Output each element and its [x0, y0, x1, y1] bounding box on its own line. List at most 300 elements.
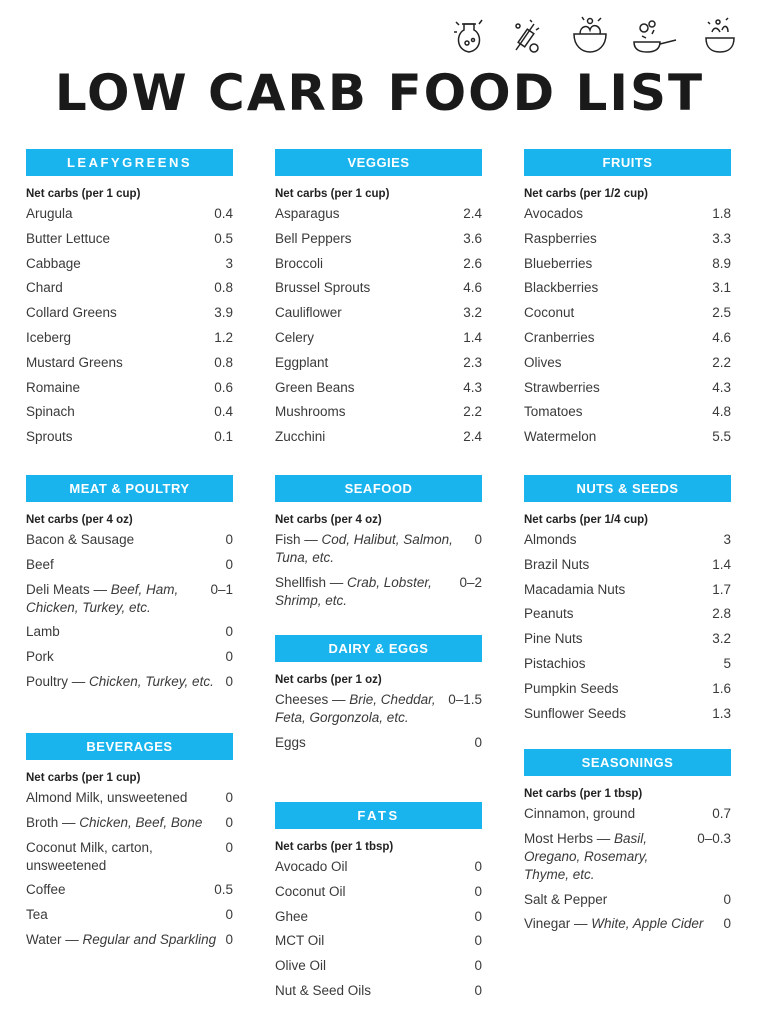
food-name-text: Brazil Nuts	[524, 556, 590, 572]
list-item	[275, 883, 482, 901]
food-name-text: Cinnamon, ground	[524, 806, 636, 821]
list-item	[26, 379, 233, 397]
food-name-text: Almond Milk, unsweetened	[26, 790, 188, 805]
list-item	[26, 531, 233, 549]
net-carbs-value: 0	[225, 814, 233, 830]
net-carbs-value: 0	[474, 908, 482, 924]
net-carbs-value: 0.4	[214, 404, 233, 420]
list-item	[275, 379, 482, 397]
net-carbs-value: 3	[723, 532, 731, 547]
food-name-text: Chard	[26, 280, 63, 296]
food-name	[524, 403, 712, 421]
net-carbs-value: 0	[225, 532, 233, 547]
net-carbs-value: 8.9	[712, 255, 731, 271]
food-name-text: Mustard Greens	[26, 354, 123, 370]
list-item	[275, 255, 482, 273]
net-carbs-value: 0	[225, 649, 233, 665]
food-name	[524, 805, 712, 823]
food-name	[26, 255, 225, 273]
list-item	[275, 279, 482, 297]
food-name-text: Arugula	[26, 206, 73, 221]
food-name	[524, 556, 712, 574]
food-name-text: Poultry —	[26, 673, 90, 689]
net-carbs-value: 0–2	[459, 574, 482, 590]
list-item	[524, 915, 731, 933]
food-name-text: Strawberries	[524, 379, 600, 395]
net-carbs-value: 5.5	[712, 429, 731, 445]
food-name-text: Celery	[275, 329, 315, 345]
food-detail: Basil, Oregano, Rosemary, Thyme, etc.	[524, 830, 649, 882]
food-name-text: Olive Oil	[275, 958, 327, 974]
food-name-text: Coconut Milk, carton, unsweetened	[26, 839, 153, 873]
list-item	[26, 581, 233, 617]
net-carbs-value: 1.2	[214, 329, 233, 345]
food-name	[524, 705, 712, 723]
food-name-text: Lamb	[26, 624, 60, 640]
net-carbs-value: 0	[723, 891, 731, 907]
net-carbs-value: 2.5	[712, 305, 731, 321]
net-carbs-value: 0	[474, 982, 482, 998]
net-carbs-value: 1.6	[712, 680, 731, 696]
food-name-text: Blueberries	[524, 255, 593, 271]
food-name-text: Macadamia Nuts	[524, 581, 626, 597]
net-carbs-value: 1.4	[463, 329, 482, 345]
food-detail: Chicken, Beef, Bone	[79, 814, 203, 830]
food-name	[275, 428, 463, 446]
list-item	[524, 304, 731, 322]
food-name-text: Iceberg	[26, 329, 72, 345]
net-carbs-value: 3.6	[463, 230, 482, 246]
net-carbs-value: 1.4	[712, 556, 731, 572]
food-name-text: Zucchini	[275, 429, 326, 445]
food-name-text: Watermelon	[524, 429, 597, 445]
food-name-text: Green Beans	[275, 379, 355, 395]
net-carbs-value: 2.8	[712, 606, 731, 622]
frying-pan-icon	[630, 16, 680, 56]
food-name-text: Pumpkin Seeds	[524, 680, 619, 696]
food-name-text: Bell Peppers	[275, 230, 352, 246]
section-heading: DAIRY & EGGS	[275, 635, 482, 662]
food-name	[275, 379, 463, 397]
food-name	[524, 655, 723, 673]
section-leafy-greens	[26, 149, 233, 453]
net-carbs-value: 0	[474, 933, 482, 949]
food-name	[524, 304, 712, 322]
food-name	[275, 255, 463, 273]
section-subheading: Net carbs (per 4 oz)	[275, 514, 382, 526]
section-heading: SEAFOOD	[275, 475, 482, 502]
net-carbs-value: 0	[225, 624, 233, 640]
food-name-text: Cabbage	[26, 255, 81, 271]
food-name-text: Collard Greens	[26, 305, 117, 321]
food-name	[26, 581, 210, 617]
list-item	[524, 680, 731, 698]
food-name	[275, 858, 474, 876]
list-item	[524, 891, 731, 909]
food-name	[26, 556, 225, 574]
food-name	[26, 839, 225, 875]
list-item	[26, 881, 233, 899]
food-name-text: Bacon & Sausage	[26, 532, 135, 547]
food-name	[275, 230, 463, 248]
food-name-text: Coconut Oil	[275, 883, 346, 899]
net-carbs-value: 0	[474, 532, 482, 547]
list-item	[524, 531, 731, 549]
net-carbs-value: 0	[474, 958, 482, 974]
food-detail: Crab, Lobster, Shrimp, etc.	[275, 574, 432, 608]
food-name-text: Eggs	[275, 734, 306, 750]
food-name	[524, 255, 712, 273]
food-name	[26, 531, 225, 549]
food-name	[26, 648, 225, 666]
list-item	[26, 623, 233, 641]
food-name-text: Spinach	[26, 404, 75, 420]
food-name	[275, 354, 463, 372]
food-name	[26, 230, 214, 248]
food-name-text: Deli Meats —	[26, 581, 111, 597]
net-carbs-value: 0–1.5	[448, 692, 482, 707]
food-name	[524, 605, 712, 623]
section-subheading: Net carbs (per 1/4 cup)	[524, 514, 648, 526]
section-heading: VEGGIES	[275, 149, 482, 176]
net-carbs-value: 4.3	[463, 379, 482, 395]
section-subheading: Net carbs (per 1 cup)	[275, 188, 390, 200]
food-name	[26, 403, 214, 421]
list-item	[26, 230, 233, 248]
list-item	[275, 908, 482, 926]
net-carbs-value: 2.3	[463, 354, 482, 370]
list-item	[275, 574, 482, 610]
net-carbs-value: 1.3	[712, 705, 731, 721]
food-name	[524, 891, 723, 909]
net-carbs-value: 0	[225, 907, 233, 923]
net-carbs-value: 0	[225, 673, 233, 689]
food-name	[275, 205, 463, 223]
list-item	[524, 655, 731, 673]
food-detail: Brie, Cheddar, Feta, Gorgonzola, etc.	[275, 692, 436, 725]
food-name	[26, 354, 214, 372]
net-carbs-value: 2.2	[463, 404, 482, 420]
food-name-text: Broth —	[26, 814, 80, 830]
food-name	[26, 673, 225, 691]
list-item	[275, 428, 482, 446]
food-name	[524, 581, 712, 599]
list-item	[524, 428, 731, 446]
list-item	[26, 255, 233, 273]
net-carbs-value: 1.7	[712, 581, 731, 597]
net-carbs-value: 3.2	[463, 305, 482, 321]
food-name	[26, 623, 225, 641]
food-name-text: Sunflower Seeds	[524, 705, 627, 721]
net-carbs-value: 0	[225, 790, 233, 805]
food-name-text: Cauliflower	[275, 305, 342, 321]
food-name	[275, 691, 448, 727]
list-item	[524, 630, 731, 648]
list-item	[524, 255, 731, 273]
food-name	[524, 680, 712, 698]
list-item	[275, 932, 482, 950]
list-item	[275, 982, 482, 1000]
food-name-text: Water —	[26, 931, 83, 947]
net-carbs-value: 0	[225, 556, 233, 572]
list-item	[524, 379, 731, 397]
net-carbs-value: 2.4	[463, 206, 482, 221]
food-name-text: Vinegar —	[524, 916, 592, 932]
food-name-text: Peanuts	[524, 606, 574, 622]
list-item	[26, 428, 233, 446]
net-carbs-value: 4.6	[463, 280, 482, 296]
food-name	[275, 279, 463, 297]
list-item	[275, 205, 482, 223]
food-name-text: Cheeses —	[275, 692, 350, 707]
food-name-text: Fish —	[275, 532, 322, 547]
section-heading: MEAT & POULTRY	[26, 475, 233, 502]
net-carbs-value: 0–0.3	[697, 830, 731, 846]
food-detail: Beef, Ham, Chicken, Turkey, etc.	[26, 581, 179, 615]
list-item	[524, 805, 731, 823]
food-name-text: Raspberries	[524, 230, 597, 246]
section-heading: NUTS & SEEDS	[524, 475, 731, 502]
food-name	[275, 574, 459, 610]
list-item	[275, 957, 482, 975]
list-item	[275, 734, 482, 752]
list-item	[26, 931, 233, 949]
section-subheading: Net carbs (per 1 cup)	[26, 772, 141, 784]
net-carbs-value: 5	[723, 655, 731, 671]
list-item	[26, 906, 233, 924]
food-name-text: Nut & Seed Oils	[275, 982, 372, 998]
section-subheading: Net carbs (per 1 tbsp)	[524, 788, 643, 800]
food-name	[26, 329, 214, 347]
food-name	[275, 329, 463, 347]
list-item	[26, 304, 233, 322]
food-name-text: Avocado Oil	[275, 859, 348, 874]
list-item	[26, 403, 233, 421]
header-icons	[448, 16, 738, 60]
section-seafood	[275, 475, 482, 617]
list-item	[524, 354, 731, 372]
food-name-text: Beef	[26, 556, 54, 572]
net-carbs-value: 0	[225, 931, 233, 947]
list-item	[275, 329, 482, 347]
net-carbs-value: 1.8	[712, 206, 731, 221]
section-subheading: Net carbs (per 1 tbsp)	[275, 841, 394, 853]
net-carbs-value: 0.8	[214, 354, 233, 370]
net-carbs-value: 3.3	[712, 230, 731, 246]
food-name	[26, 428, 214, 446]
food-name-text: MCT Oil	[275, 933, 325, 949]
food-name	[275, 734, 474, 752]
food-name-text: Cranberries	[524, 329, 595, 345]
food-name-text: Ghee	[275, 908, 309, 924]
list-item	[26, 648, 233, 666]
list-item	[26, 673, 233, 691]
food-name-text: Tea	[26, 907, 48, 923]
net-carbs-value: 0.6	[214, 379, 233, 395]
net-carbs-value: 4.6	[712, 329, 731, 345]
list-item	[26, 354, 233, 372]
section-beverages	[26, 733, 233, 956]
food-name	[275, 403, 463, 421]
net-carbs-value: 3.1	[712, 280, 731, 296]
net-carbs-value: 0	[474, 859, 482, 874]
net-carbs-value: 3.2	[712, 631, 731, 647]
list-item	[26, 789, 233, 807]
food-name	[26, 304, 214, 322]
list-item	[26, 556, 233, 574]
food-detail: Cod, Halibut, Salmon, Tuna, etc.	[275, 532, 453, 565]
food-name-text: Mushrooms	[275, 404, 346, 420]
food-name	[275, 957, 474, 975]
food-name-text: Eggplant	[275, 354, 329, 370]
list-item	[26, 329, 233, 347]
section-subheading: Net carbs (per 1 cup)	[26, 188, 141, 200]
list-item	[524, 329, 731, 347]
net-carbs-value: 0.5	[214, 230, 233, 246]
list-item	[275, 304, 482, 322]
section-nuts-seeds	[524, 475, 731, 729]
list-item	[26, 279, 233, 297]
section-heading: SEASONINGS	[524, 749, 731, 776]
bowl-icon	[702, 16, 738, 56]
net-carbs-value: 0.4	[214, 206, 233, 221]
food-name-text: Almonds	[524, 532, 577, 547]
food-name	[26, 931, 225, 949]
list-item	[275, 531, 482, 567]
list-item	[524, 705, 731, 723]
food-name-text: Brussel Sprouts	[275, 280, 371, 296]
food-name	[275, 304, 463, 322]
net-carbs-value: 0.5	[214, 882, 233, 898]
list-item	[524, 403, 731, 421]
list-item	[26, 839, 233, 875]
list-item	[275, 354, 482, 372]
food-name	[275, 883, 474, 901]
section-subheading: Net carbs (per 1 oz)	[275, 674, 382, 686]
food-name-text: Pine Nuts	[524, 631, 583, 647]
list-item	[275, 858, 482, 876]
net-carbs-value: 0.7	[712, 806, 731, 821]
food-name-text: Asparagus	[275, 206, 340, 221]
food-name-text: Coffee	[26, 882, 66, 898]
food-name-text: Tomatoes	[524, 404, 583, 420]
food-name-text: Olives	[524, 354, 562, 370]
list-item	[275, 691, 482, 727]
food-name	[26, 279, 214, 297]
net-carbs-value: 0	[474, 734, 482, 750]
net-carbs-value: 2.2	[712, 354, 731, 370]
food-name	[26, 205, 214, 223]
food-name	[275, 982, 474, 1000]
rolling-pin-icon	[510, 16, 542, 56]
list-item	[524, 205, 731, 223]
net-carbs-value: 0.8	[214, 280, 233, 296]
food-name	[524, 630, 712, 648]
net-carbs-value: 4.8	[712, 404, 731, 420]
net-carbs-value: 0	[723, 916, 731, 932]
section-fats	[275, 802, 482, 1007]
section-subheading: Net carbs (per 4 oz)	[26, 514, 133, 526]
section-dairy-eggs	[275, 635, 482, 759]
net-carbs-value: 0	[225, 839, 233, 855]
section-meat-poultry	[26, 475, 233, 698]
food-name	[524, 915, 723, 933]
section-seasonings	[524, 749, 731, 940]
food-name-text: Salt & Pepper	[524, 891, 608, 907]
food-name	[524, 279, 712, 297]
list-item	[524, 605, 731, 623]
salad-bowl-icon	[570, 16, 610, 56]
section-heading: FRUITS	[524, 149, 731, 176]
food-name	[524, 329, 712, 347]
food-name	[524, 205, 712, 223]
food-name	[275, 932, 474, 950]
food-name	[524, 531, 723, 549]
list-item	[275, 403, 482, 421]
food-name-text: Coconut	[524, 305, 575, 321]
food-name-text: Sprouts	[26, 429, 73, 445]
page-title: LOW CARB FOOD LIST	[54, 64, 705, 122]
food-name	[524, 379, 712, 397]
food-name	[524, 354, 712, 372]
net-carbs-value: 3.9	[214, 305, 233, 321]
food-detail: Regular and Sparkling	[82, 931, 217, 947]
food-name	[26, 881, 214, 899]
jar-icon	[452, 16, 488, 56]
section-subheading: Net carbs (per 1/2 cup)	[524, 188, 648, 200]
list-item	[524, 830, 731, 884]
food-name	[524, 830, 697, 884]
section-heading: FATS	[275, 802, 482, 829]
section-veggies	[275, 149, 482, 453]
food-name	[275, 531, 474, 567]
section-heading: BEVERAGES	[26, 733, 233, 760]
food-detail: Chicken, Turkey, etc.	[89, 673, 214, 689]
list-item	[26, 205, 233, 223]
net-carbs-value: 3	[225, 255, 233, 271]
net-carbs-value: 0	[474, 883, 482, 899]
food-name	[26, 789, 225, 807]
food-name-text: Avocados	[524, 206, 584, 221]
net-carbs-value: 0–1	[210, 581, 233, 597]
food-name-text: Broccoli	[275, 255, 324, 271]
food-name-text: Butter Lettuce	[26, 230, 111, 246]
food-name	[275, 908, 474, 926]
section-fruits	[524, 149, 731, 453]
food-name-text: Shellfish —	[275, 574, 348, 590]
list-item	[524, 556, 731, 574]
food-name-text: Pork	[26, 649, 54, 665]
list-item	[524, 279, 731, 297]
section-heading: LEAFYGREENS	[26, 149, 233, 176]
list-item	[275, 230, 482, 248]
food-name	[26, 379, 214, 397]
net-carbs-value: 0.1	[214, 429, 233, 445]
food-name-text: Pistachios	[524, 655, 586, 671]
list-item	[26, 814, 233, 832]
net-carbs-value: 2.4	[463, 429, 482, 445]
food-detail: White, Apple Cider	[591, 916, 704, 932]
net-carbs-value: 4.3	[712, 379, 731, 395]
food-name	[524, 428, 712, 446]
food-name-text: Romaine	[26, 379, 81, 395]
food-name	[524, 230, 712, 248]
food-name-text: Most Herbs —	[524, 830, 615, 846]
net-carbs-value: 2.6	[463, 255, 482, 271]
food-name	[26, 814, 225, 832]
list-item	[524, 581, 731, 599]
food-name	[26, 906, 225, 924]
